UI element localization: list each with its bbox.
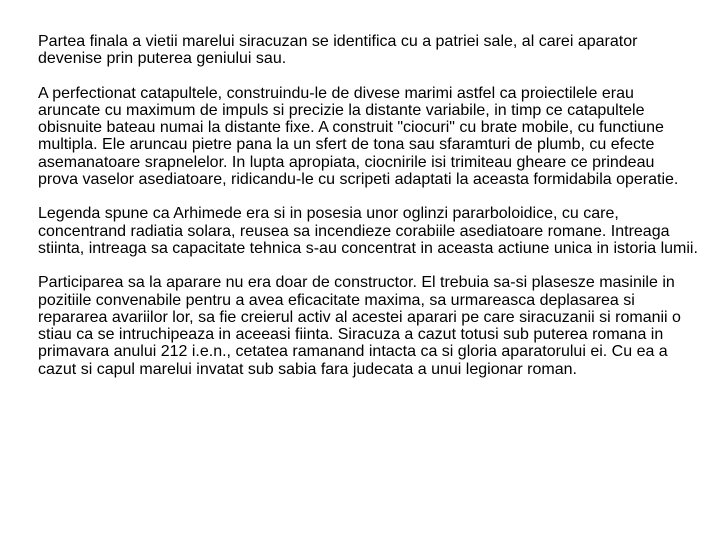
paragraph-1: Partea finala a vietii marelui siracuzan se identifica cu a patriei sale, al carei aparator devenise prin puterea geniului sau.	[38, 33, 638, 68]
paragraph-3: Legenda spune ca Arhimede era si in posesia unor oglinzi pararboloidice, cu care, concentrand radiatia solara, reusea sa incendieze corabiile asediatoare romane. Intreaga stiinta, intreaga sa capacitate tehnica s-au concentrat in aceasta actiune unica in istoria lumii.	[38, 205, 698, 257]
text-body	[38, 33, 698, 395]
paragraph-4: Participarea sa la aparare nu era doar de constructor. El trebuia sa-si plasesze masinile in pozitiile convenabile pentru a avea eficacitate maxima, sa urmareasca deplasarea si repararea avariilor lor, sa fie creierul activ al acestei aparari pe care siracuzanii si romanii o stiau ca se intruchipeaza in aceeasi fiinta. Siracuza a cazut totusi sub puterea romana in primavara anului 212 i.e.n., cetatea ramanand intacta ca si gloria aparatorului ei. Cu ea a cazut si capul marelui invatat sub sabia fara judecata a unui legionar roman.	[38, 274, 681, 378]
paragraph-2: A perfectionat catapultele, construindu-le de divese marimi astfel ca proiectilele erau aruncate cu maximum de impuls si precizie la distante variabile, in timp ce catapultele obisnuite bateau numai la distante fixe. A construit "ciocuri" cu brate mobile, cu functiune multipla. Ele aruncau pietre pana la un sfert de tona sau sfaramturi de plumb, cu efecte asemanatoare srapnelelor. In lupta apropiata, ciocnirile isi trimiteau gheare ce prindeau prova vaselor asediatoare, ridicandu-le cu scripeti adaptati la aceasta formidabila operatie.	[38, 84, 679, 189]
